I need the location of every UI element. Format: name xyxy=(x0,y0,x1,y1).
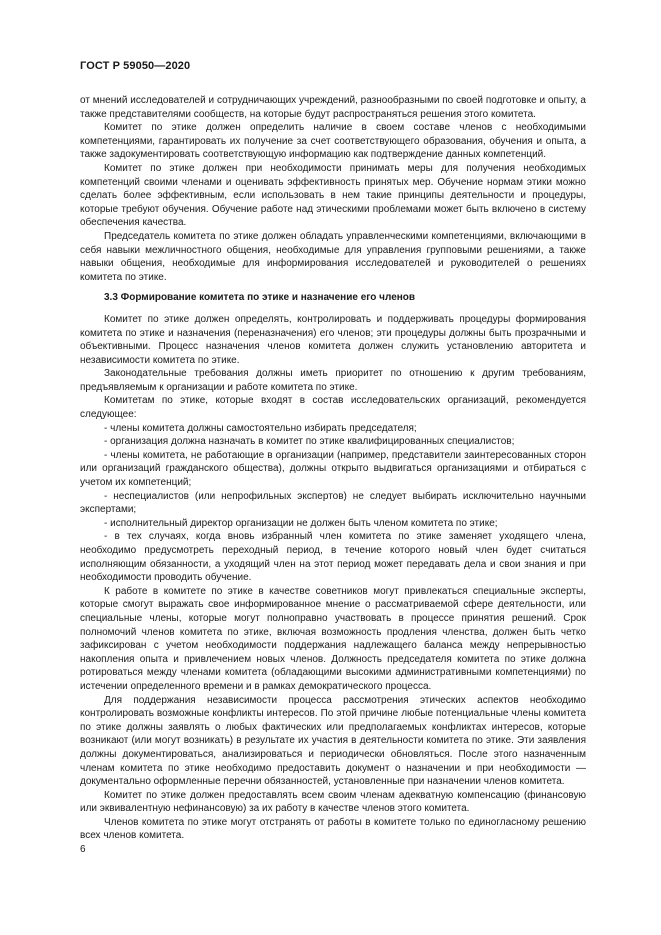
paragraph: Членов комитета по этике могут отстранять от работы в комитете только по единогласному решению всех членов комитета. xyxy=(80,816,586,842)
paragraph: Комитет по этике должен определить наличие в своем составе членов с необходимыми компетенциями, гарантировать их получение за счет соответствующего образования, обучения и опыта, а также задокументировать соответствующую информацию как подтверждение данных компетенций. xyxy=(80,122,586,161)
document-body xyxy=(80,94,586,843)
paragraph: от мнений исследователей и сотрудничающих учреждений, разнообразными по своей подготовке и опыту, а также представителями сообществ, на которые будут распространяться решения этого комитета. xyxy=(80,95,586,120)
page-number: 6 xyxy=(80,844,86,855)
list-item: - организация должна назначать в комитет по этике квалифицированных специалистов; xyxy=(104,436,515,448)
paragraph: Комитет по этике должен определять, контролировать и поддерживать процедуры формирования комитета по этике и назначения (переназначения) его членов; эти процедуры должны быть прозрачными и объективными. Процесс назначения членов комитета должен служить установлению авторитета и независимости комитета по этике. xyxy=(80,313,586,366)
list-item: - исполнительный директор организации не должен быть членом комитета по этике; xyxy=(104,517,498,529)
document-header: ГОСТ Р 59050—2020 xyxy=(80,60,191,72)
list-item: - в тех случаях, когда вновь избранный член комитета по этике заменяет уходящего члена, необходимо предусмотреть переходный период, в течение которого новый член будет считаться исполняющим обязанности, а уходящий член на этот период может передавать дела и свои знания и при необходимости проводить обучение. xyxy=(80,531,586,584)
list-item: - неспециалистов (или непрофильных экспертов) не следует выбирать исключительно научными экспертами; xyxy=(80,490,586,516)
paragraph: Комитет по этике должен при необходимости принимать меры для получения необходимых компетенций своими членами и оценивать эффективность принятых мер. Обучение нормам этики можно сделать более эффективным, если использовать в нем такие принципы деятельности и процедуры, которые требуют обучения. Обучение работе над этическими проблемами может быть включено в систему обеспечения качества. xyxy=(80,162,586,229)
section-heading: 3.3 Формирование комитета по этике и назначение его членов xyxy=(104,292,416,304)
list-item: - члены комитета должны самостоятельно избирать председателя; xyxy=(104,422,417,434)
paragraph: Комитет по этике должен предоставлять всем своим членам адекватную компенсацию (финансовую или эквивалентную нефинансовую) за их работу в качестве членов этого комитета. xyxy=(80,789,586,815)
paragraph: Для поддержания независимости процесса рассмотрения этических аспектов необходимо контролировать возможные конфликты интересов. По этой причине любые потенциальные члены комитета по этике должны заявлять о любых фактических или предполагаемых конфликтах интересов, которые возникают (или могут возникать) в результате их участия в деятельности комитета по этике. Эти заявления должны документироваться, анализироваться и периодически обновляться. После этого назначенным членам комитета по этике необходимо предоставить документ о назначении и при необходимости — документально оформленные перечни обязанностей, установленные при назначении членов комитета. xyxy=(80,694,586,788)
list-item: - члены комитета, не работающие в организации (например, представители заинтересованных сторон или организаций гражданского общества), должны открыто выдвигаться организациями и отбираться с учетом их компетенций; xyxy=(80,449,586,489)
paragraph: Комитетам по этике, которые входят в состав исследовательских организаций, рекомендуется следующее: xyxy=(80,395,586,421)
paragraph: Председатель комитета по этике должен обладать управленческими компетенциями, включающими в себя навыки межличностного общения, необходимые для управления групповыми решениями, а также навыки общения, необходимые для информирования исследователей и руководителей о решениях комитета по этике. xyxy=(80,230,586,283)
paragraph: К работе в комитете по этике в качестве советников могут привлекаться специальные эксперты, которые смогут выражать свое информированное мнение о рассматриваемой сфере деятельности, или специальные члены, которые могут полноправно участвовать в процессе принятия решений. Срок полномочий членов комитета по этике, включая возможность продления членства, должен быть четко зафиксирован с учетом необходимости поддержания надлежащего баланса между непрерывностью накопления опыта и привлечением новых членов. Должность председателя комитета по этике должна ротироваться между членами комитета (обладающими высокими административными компетенциями) по истечении определенного времени и в рамках демократического процесса. xyxy=(80,585,586,692)
paragraph: Законодательные требования должны иметь приоритет по отношению к другим требованиям, предъявляемым к организации и работе комитета по этике. xyxy=(80,368,586,393)
